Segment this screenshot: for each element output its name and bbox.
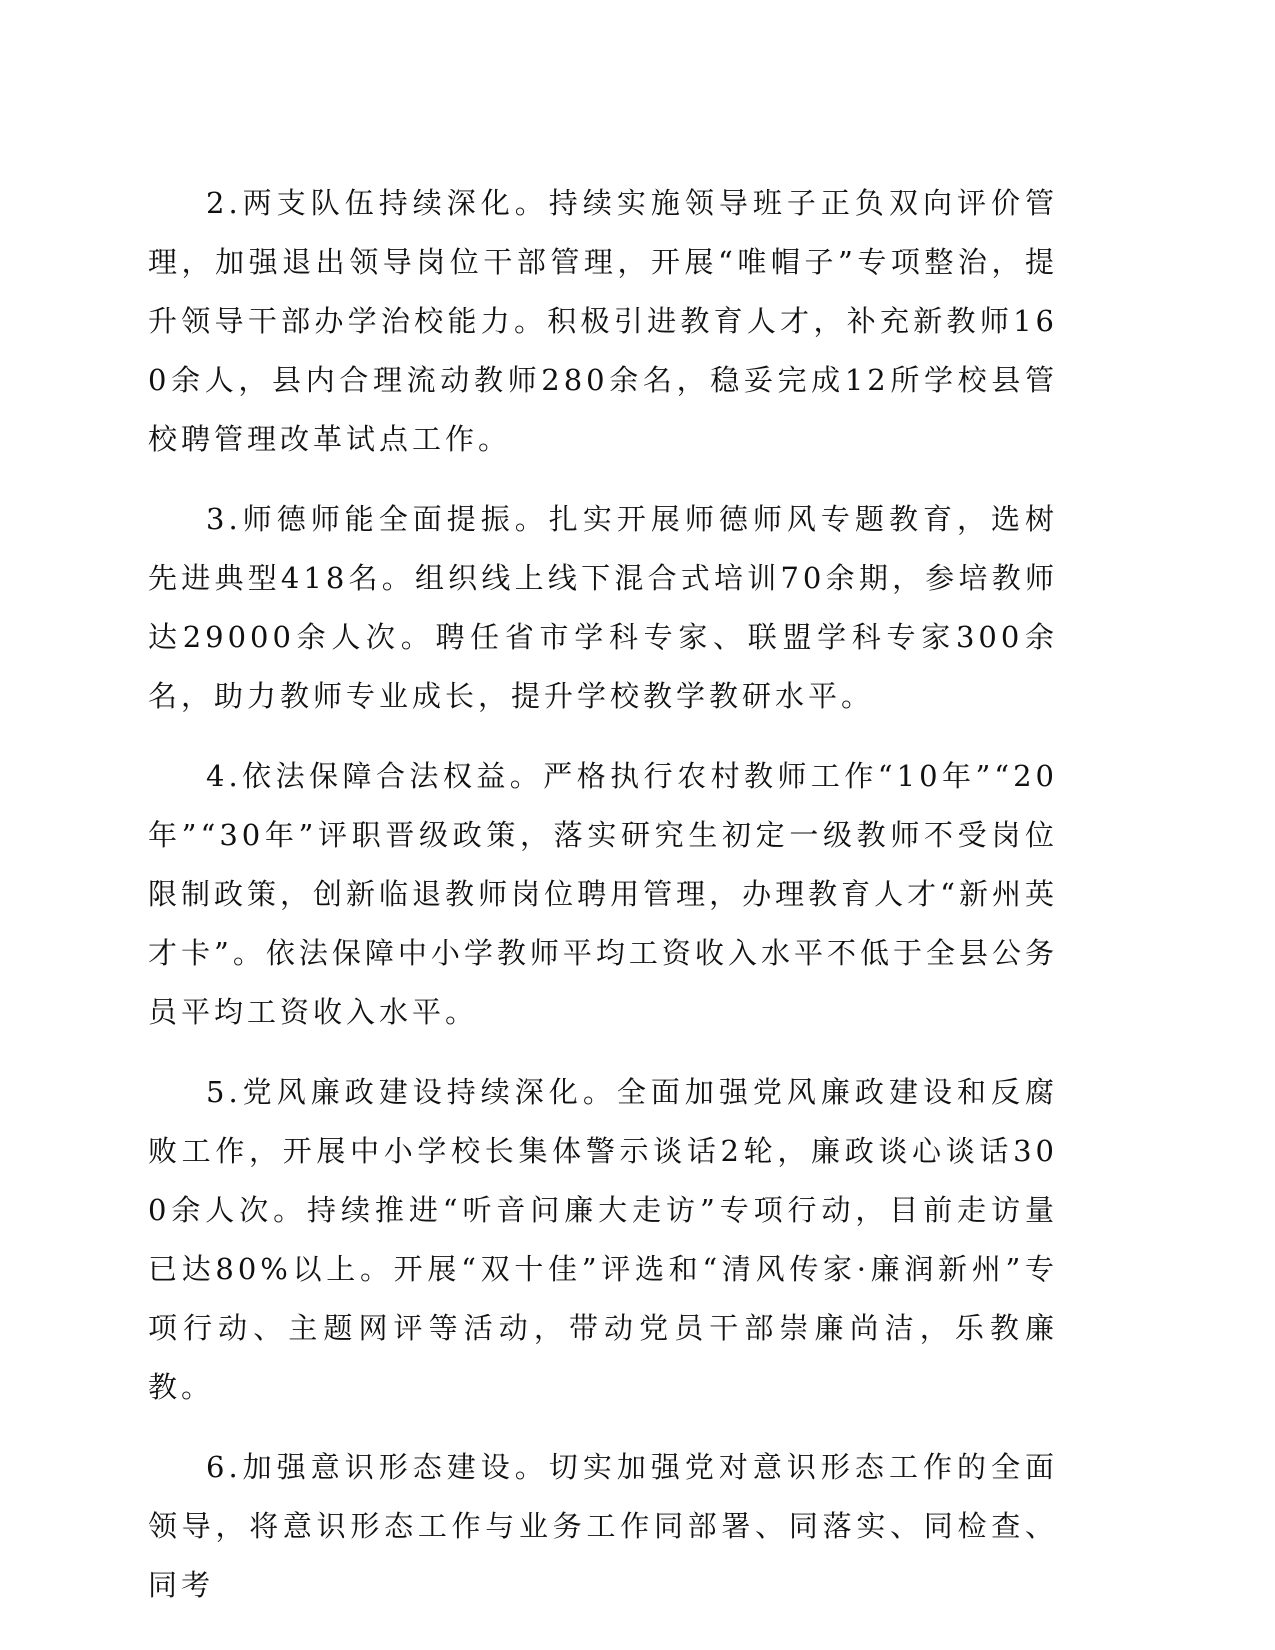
document-body	[148, 174, 1058, 1615]
paragraph-integrity-building: 5.党风廉政建设持续深化。全面加强党风廉政建设和反腐败工作，开展中小学校长集体警示谈话2轮，廉政谈心谈话300余人次。持续推进“听音问廉大走访”专项行动，目前走访量已达80%以上。开展“双十佳”评选和“清风传家·廉润新州”专项行动、主题网评等活动，带动党员干部崇廉尚洁，乐教廉教。	[148, 1075, 1058, 1404]
paragraph-two-teams: 2.两支队伍持续深化。持续实施领导班子正负双向评价管理，加强退出领导岗位干部管理，开展“唯帽子”专项整治，提升领导干部办学治校能力。积极引进教育人才，补充新教师160余人，县内合理流动教师280余名，稳妥完成12所学校县管校聘管理改革试点工作。	[148, 186, 1058, 456]
paragraph-legal-rights: 4.依法保障合法权益。严格执行农村教师工作“10年”“20年”“30年”评职晋级政策，落实研究生初定一级教师不受岗位限制政策，创新临退教师岗位聘用管理，办理教育人才“新州英才卡”。依法保障中小学教师平均工资收入水平不低于全县公务员平均工资收入水平。	[148, 759, 1058, 1029]
paragraph-ideology-building: 6.加强意识形态建设。切实加强党对意识形态工作的全面领导，将意识形态工作与业务工作同部署、同落实、同检查、同考	[148, 1450, 1058, 1602]
paragraph-teacher-ethics: 3.师德师能全面提振。扎实开展师德师风专题教育，选树先进典型418名。组织线上线下混合式培训70余期，参培教师达29000余人次。聘任省市学科专家、联盟学科专家300余名，助力教师专业成长，提升学校教学教研水平。	[148, 502, 1058, 713]
